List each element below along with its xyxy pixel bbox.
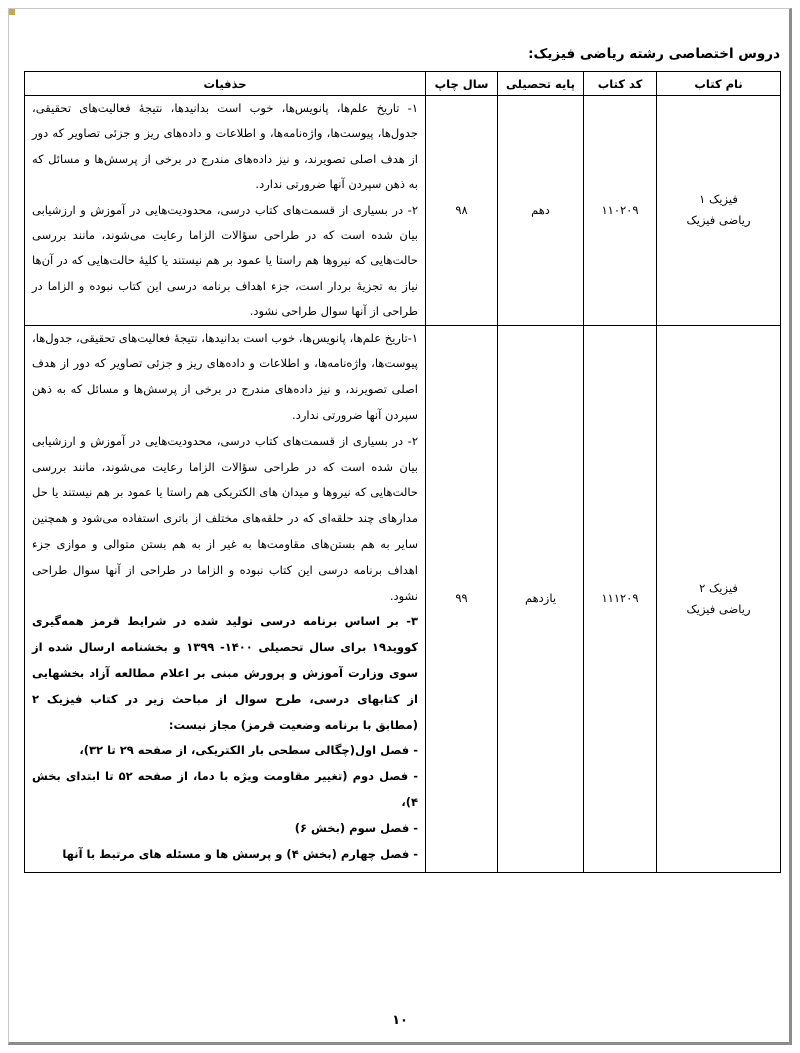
- book-field: ریاضی فیزیک: [686, 601, 751, 616]
- deletion-item: ۲- در بسیاری از قسمت‌های کتاب درسی، محدودیت‌هایی در آموزش و ارزشیابی بیان شده است که در طراحی سؤالات الزاما رعایت می‌شوند، مانند بررسی حالت‌هایی که نیروها هم راستا یا عمود بر هم نیستند یا کلیهٔ حالت‌هایی که در آن‌ها نیاز به تجزیهٔ بردار است، جزء اهداف برنامه درسی این کتاب نبوده و الزاما در طراحی از آنها سوال طراحی نشود.: [32, 202, 418, 319]
- grade: یازدهم: [498, 325, 584, 872]
- header-grade: پایه تحصیلی: [498, 72, 584, 96]
- deletion-chapter: - فصل اول(چگالی سطحی بار الکتریکی، از صفحه ۲۹ تا ۳۲)،: [79, 743, 418, 758]
- header-book-name: نام کتاب: [657, 72, 781, 96]
- table-row: [25, 325, 781, 872]
- print-year: ۹۹: [426, 325, 498, 872]
- page-number: ۱۰: [392, 1013, 408, 1028]
- deletions-cell: [25, 96, 426, 326]
- book-code: ۱۱۱۲۰۹: [584, 325, 657, 872]
- section-title: دروس اختصاصی رشته ریاضی فیزیک:: [528, 46, 780, 62]
- deletion-chapter: - فصل سوم (بخش ۶): [294, 820, 418, 835]
- header-print-year: سال چاپ: [426, 72, 498, 96]
- header-deletions: حذفیات: [25, 72, 426, 96]
- book-name-cell: [657, 325, 781, 872]
- deletion-chapter: - فصل چهارم (بخش ۴) و پرسش ها و مسئله های مرتبط با آنها: [62, 846, 418, 861]
- book-code: ۱۱۰۲۰۹: [584, 96, 657, 326]
- book-name: فیزیک ۲: [699, 580, 738, 595]
- corner-mark: [9, 9, 15, 15]
- deletion-chapter: - فصل دوم (تغییر مقاومت ویژه با دما، از صفحه ۵۲ تا ابتدای بخش ۴)،: [32, 769, 418, 809]
- deletion-item: ۲- در بسیاری از قسمت‌های کتاب درسی، محدودیت‌هایی در آموزش و ارزشیابی بیان شده است که در طراحی سؤالات الزاما رعایت می‌شوند، مانند بررسی حالت‌هایی که نیروها و میدان های الکتریکی هم راستا یا عمود بر هم نیستند یا حل مدارهای چند حلقه‌ای که در حلقه‌های مختلف از باتری استفاده می‌شود و همچنین سایر به هم بستن‌های مقاومت‌ها به غیر از به هم بستن متوالی و موازی جزء اهداف برنامه درسی این کتاب نبوده و الزاما در طراحی از آنها سوال طراحی نشود.: [32, 433, 418, 603]
- deletion-item: ۳- بر اساس برنامه درسی تولید شده در شرایط قرمز همه‌گیری کووید۱۹ برای سال تحصیلی ۱۴۰۰- ۱۳۹۹ و بخشنامه ارسال شده از سوی وزارت آموزش و پرورش مبنی بر اعلام مطالعه آزاد بخشهایی از کتابهای درسی، طرح سوال از مباحث زیر در کتاب فیزیک ۲ (مطابق با برنامه وضعیت قرمز) مجاز نیست:: [32, 614, 418, 732]
- book-name-cell: [657, 96, 781, 326]
- table-row: [25, 96, 781, 326]
- courses-table: [24, 71, 781, 873]
- print-year: ۹۸: [426, 96, 498, 326]
- table-header-row: [25, 72, 781, 96]
- grade: دهم: [498, 96, 584, 326]
- deletions-cell: [25, 325, 426, 872]
- book-field: ریاضی فیزیک: [686, 213, 751, 228]
- book-name: فیزیک ۱: [699, 192, 738, 207]
- deletion-item: ۱-تاریخ علم‌ها، پانویس‌ها، خوب است بدانیدها، نتیجهٔ فعالیت‌های تحقیقی، جدول‌ها، پیوست‌ها، واژه‌نامه‌ها، و اطلاعات و داده‌های ریز و جزئی تصاویر که دور از هدف اصلی تصویرند، و نیز داده‌های مندرج در برخی از پرسش‌ها و مسائل که به ذهن سپردن آنها ضرورتی ندارد.: [32, 330, 418, 423]
- header-book-code: کد کتاب: [584, 72, 657, 96]
- deletion-item: ۱- تاریخ علم‌ها، پانویس‌ها، خوب است بدانیدها، نتیجهٔ فعالیت‌های تحقیقی، جدول‌ها، پیوست‌ها، واژه‌نامه‌ها، و اطلاعات و داده‌های ریز و جزئی تصاویر که دور از هدف اصلی تصویرند، و نیز داده‌های مندرج در برخی از پرسش‌ها و مسائل که به ذهن سپردن آنها ضرورتی ندارد.: [32, 101, 418, 192]
